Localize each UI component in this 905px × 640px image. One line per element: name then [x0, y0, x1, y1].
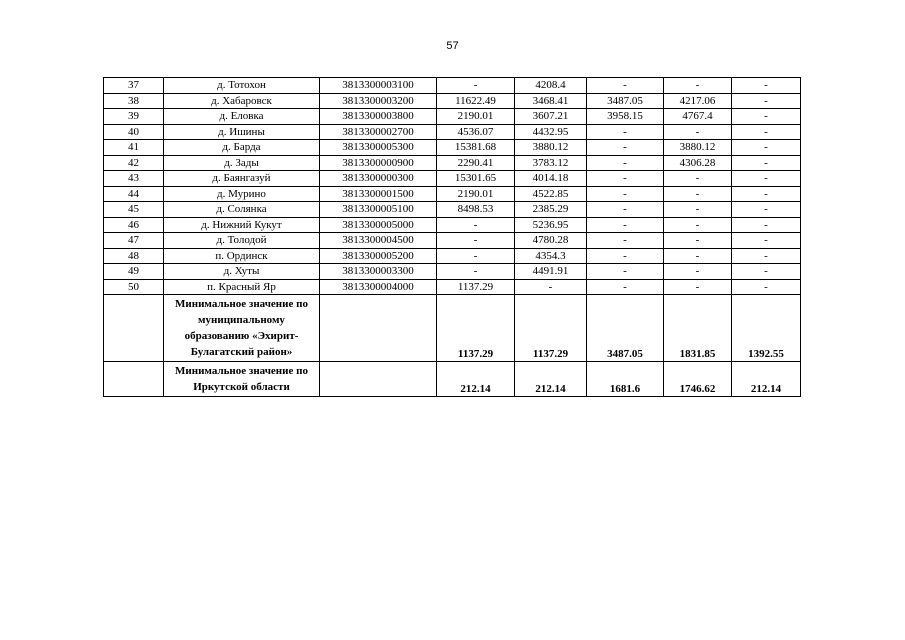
value-2-cell: 5236.95	[515, 217, 587, 233]
value-1-cell: -	[437, 217, 515, 233]
value-1-cell: 2190.01	[437, 109, 515, 125]
row-number-cell: 43	[104, 171, 164, 187]
table-row	[104, 233, 801, 249]
value-5-cell: -	[732, 124, 801, 140]
value-4-cell: -	[664, 171, 732, 187]
settlement-name-cell: д. Еловка	[164, 109, 320, 125]
row-number-cell: 50	[104, 279, 164, 295]
code-cell: 3813300005300	[320, 140, 437, 156]
value-5-cell: -	[732, 140, 801, 156]
value-2-cell: -	[515, 279, 587, 295]
code-cell: 3813300004000	[320, 279, 437, 295]
value-1-cell: 4536.07	[437, 124, 515, 140]
value-2-cell: 4014.18	[515, 171, 587, 187]
table-row	[104, 248, 801, 264]
value-1-cell: 2190.01	[437, 186, 515, 202]
data-table	[103, 77, 801, 397]
code-cell: 3813300000300	[320, 171, 437, 187]
settlement-name-cell: д. Баянгазуй	[164, 171, 320, 187]
summary-value-cell: 1392.55	[732, 295, 801, 362]
value-5-cell: -	[732, 171, 801, 187]
value-3-cell: -	[587, 171, 664, 187]
value-4-cell: -	[664, 186, 732, 202]
code-cell: 3813300005200	[320, 248, 437, 264]
value-3-cell: 3958.15	[587, 109, 664, 125]
value-1-cell: 1137.29	[437, 279, 515, 295]
summary-label-cell: Минимальное значение по муниципальному образованию «Эхирит-Булагатский район»	[164, 295, 320, 362]
table-row	[104, 171, 801, 187]
summary-row	[104, 295, 801, 362]
summary-value-cell: 212.14	[732, 362, 801, 397]
table-row	[104, 202, 801, 218]
value-4-cell: 3880.12	[664, 140, 732, 156]
code-cell: 3813300005100	[320, 202, 437, 218]
code-cell: 3813300003200	[320, 93, 437, 109]
table-row	[104, 78, 801, 94]
settlement-name-cell: п. Ординск	[164, 248, 320, 264]
value-4-cell: -	[664, 264, 732, 280]
row-number-cell: 42	[104, 155, 164, 171]
row-number-cell: 49	[104, 264, 164, 280]
settlement-name-cell: д. Зады	[164, 155, 320, 171]
summary-value-cell: 1137.29	[437, 295, 515, 362]
value-3-cell: -	[587, 155, 664, 171]
settlement-name-cell: д. Хабаровск	[164, 93, 320, 109]
row-number-cell: 38	[104, 93, 164, 109]
value-3-cell: -	[587, 186, 664, 202]
value-3-cell: -	[587, 78, 664, 94]
value-1-cell: 15381.68	[437, 140, 515, 156]
empty-cell	[320, 295, 437, 362]
summary-value-cell: 212.14	[515, 362, 587, 397]
value-4-cell: 4217.06	[664, 93, 732, 109]
code-cell: 3813300004500	[320, 233, 437, 249]
value-5-cell: -	[732, 78, 801, 94]
summary-row	[104, 362, 801, 397]
table-row	[104, 109, 801, 125]
code-cell: 3813300003100	[320, 78, 437, 94]
value-2-cell: 4208.4	[515, 78, 587, 94]
value-2-cell: 4522.85	[515, 186, 587, 202]
row-number-cell: 48	[104, 248, 164, 264]
value-2-cell: 3607.21	[515, 109, 587, 125]
value-1-cell: 15301.65	[437, 171, 515, 187]
value-4-cell: -	[664, 202, 732, 218]
settlement-name-cell: д. Солянка	[164, 202, 320, 218]
row-number-cell: 44	[104, 186, 164, 202]
value-5-cell: -	[732, 233, 801, 249]
value-4-cell: -	[664, 217, 732, 233]
value-2-cell: 2385.29	[515, 202, 587, 218]
value-5-cell: -	[732, 248, 801, 264]
code-cell: 3813300001500	[320, 186, 437, 202]
value-1-cell: -	[437, 264, 515, 280]
table-row	[104, 279, 801, 295]
value-4-cell: -	[664, 78, 732, 94]
summary-label-cell: Минимальное значение по Иркутской области	[164, 362, 320, 397]
value-5-cell: -	[732, 264, 801, 280]
table-row	[104, 155, 801, 171]
value-1-cell: -	[437, 78, 515, 94]
value-3-cell: -	[587, 233, 664, 249]
table-row	[104, 140, 801, 156]
code-cell: 3813300005000	[320, 217, 437, 233]
table-row	[104, 124, 801, 140]
row-number-cell: 37	[104, 78, 164, 94]
summary-value-cell: 1137.29	[515, 295, 587, 362]
value-1-cell: -	[437, 248, 515, 264]
value-2-cell: 3880.12	[515, 140, 587, 156]
value-5-cell: -	[732, 186, 801, 202]
code-cell: 3813300002700	[320, 124, 437, 140]
value-2-cell: 3783.12	[515, 155, 587, 171]
value-3-cell: -	[587, 279, 664, 295]
table-row	[104, 93, 801, 109]
value-2-cell: 4432.95	[515, 124, 587, 140]
code-cell: 3813300000900	[320, 155, 437, 171]
value-2-cell: 3468.41	[515, 93, 587, 109]
value-5-cell: -	[732, 109, 801, 125]
value-5-cell: -	[732, 202, 801, 218]
empty-cell	[320, 362, 437, 397]
value-5-cell: -	[732, 279, 801, 295]
value-1-cell: 11622.49	[437, 93, 515, 109]
value-3-cell: 3487.05	[587, 93, 664, 109]
value-3-cell: -	[587, 217, 664, 233]
value-3-cell: -	[587, 248, 664, 264]
row-number-cell: 40	[104, 124, 164, 140]
empty-cell	[104, 295, 164, 362]
row-number-cell: 41	[104, 140, 164, 156]
table-row	[104, 186, 801, 202]
settlement-name-cell: д. Нижний Кукут	[164, 217, 320, 233]
page-number: 57	[446, 40, 459, 52]
value-4-cell: -	[664, 233, 732, 249]
value-4-cell: 4306.28	[664, 155, 732, 171]
table-row	[104, 264, 801, 280]
settlement-name-cell: д. Мурино	[164, 186, 320, 202]
value-4-cell: -	[664, 279, 732, 295]
summary-value-cell: 1831.85	[664, 295, 732, 362]
row-number-cell: 39	[104, 109, 164, 125]
row-number-cell: 45	[104, 202, 164, 218]
value-4-cell: 4767.4	[664, 109, 732, 125]
summary-value-cell: 212.14	[437, 362, 515, 397]
summary-value-cell: 1681.6	[587, 362, 664, 397]
value-1-cell: -	[437, 233, 515, 249]
value-5-cell: -	[732, 155, 801, 171]
settlement-name-cell: д. Барда	[164, 140, 320, 156]
code-cell: 3813300003800	[320, 109, 437, 125]
value-1-cell: 8498.53	[437, 202, 515, 218]
settlement-name-cell: п. Красный Яр	[164, 279, 320, 295]
value-4-cell: -	[664, 248, 732, 264]
table-row	[104, 217, 801, 233]
value-2-cell: 4491.91	[515, 264, 587, 280]
code-cell: 3813300003300	[320, 264, 437, 280]
settlement-name-cell: д. Хуты	[164, 264, 320, 280]
value-2-cell: 4780.28	[515, 233, 587, 249]
value-2-cell: 4354.3	[515, 248, 587, 264]
value-3-cell: -	[587, 124, 664, 140]
value-5-cell: -	[732, 217, 801, 233]
value-3-cell: -	[587, 140, 664, 156]
summary-value-cell: 1746.62	[664, 362, 732, 397]
table-body	[104, 78, 801, 397]
row-number-cell: 46	[104, 217, 164, 233]
settlement-name-cell: д. Тотохон	[164, 78, 320, 94]
value-1-cell: 2290.41	[437, 155, 515, 171]
value-5-cell: -	[732, 93, 801, 109]
value-3-cell: -	[587, 202, 664, 218]
row-number-cell: 47	[104, 233, 164, 249]
value-4-cell: -	[664, 124, 732, 140]
value-3-cell: -	[587, 264, 664, 280]
settlement-name-cell: д. Ишины	[164, 124, 320, 140]
settlement-name-cell: д. Толодой	[164, 233, 320, 249]
summary-value-cell: 3487.05	[587, 295, 664, 362]
empty-cell	[104, 362, 164, 397]
